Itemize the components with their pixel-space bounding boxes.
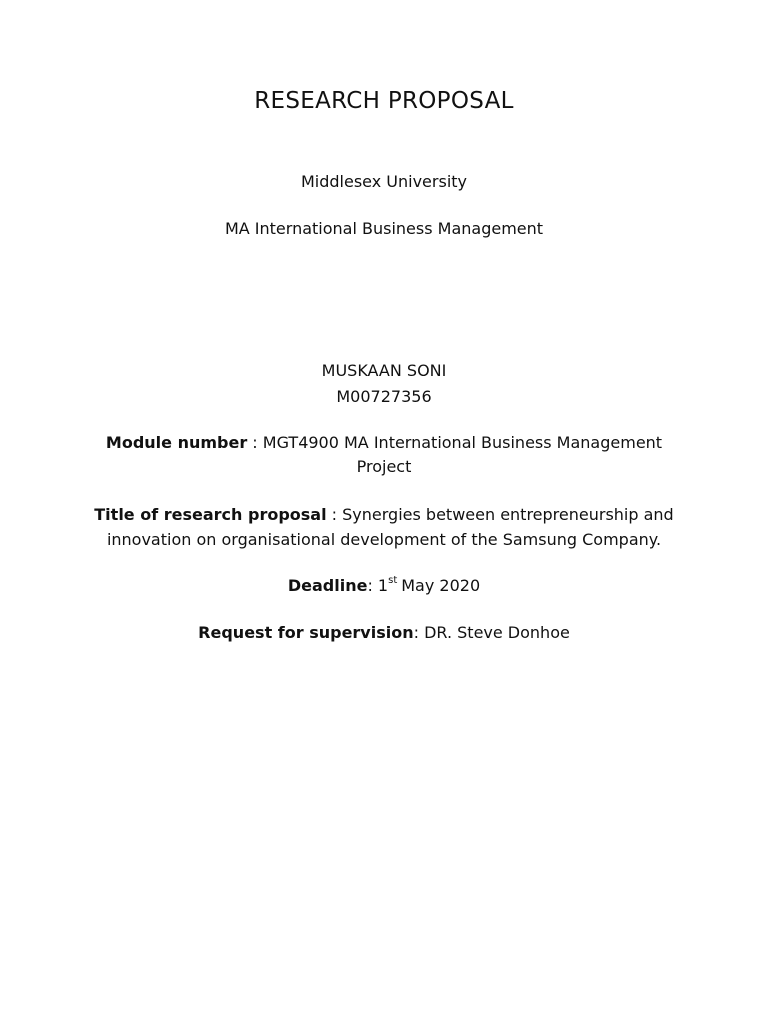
proposal-title-label: Title of research proposal [94,505,327,524]
proposal-title-continuation: innovation on organisational development of the Samsung Company. [106,530,662,549]
deadline-line [0,574,768,598]
supervision-separator: : [413,623,425,642]
document-title: RESEARCH PROPOSAL [254,88,514,114]
proposal-title-value: Synergies between entrepreneurship and [342,505,674,524]
module-number-line [0,431,768,455]
module-number-value: MGT4900 MA International Business Management [262,433,663,452]
student-name: MUSKAAN SONI [321,361,447,380]
university-name: Middlesex University [300,172,467,191]
supervision-line [0,621,768,645]
deadline-day-suffix: st [388,574,398,586]
proposal-title-separator: : [326,505,343,524]
student-id: M00727356 [336,387,432,406]
deadline-rest: May 2020 [401,576,481,595]
supervisor-name: DR. Steve Donhoe [424,623,570,642]
deadline-day: 1 [377,576,389,595]
supervision-label: Request for supervision [198,623,414,642]
deadline-separator: : [367,576,378,595]
deadline-label: Deadline [287,576,368,595]
programme-name: MA International Business Management [224,219,544,238]
module-number-continuation: Project [356,457,412,476]
module-number-separator: : [247,433,263,452]
proposal-title-line [0,503,768,527]
module-number-label: Module number [105,433,248,452]
